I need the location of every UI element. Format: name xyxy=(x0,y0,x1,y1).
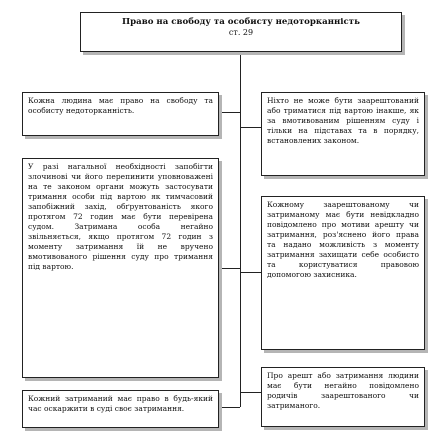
title-box xyxy=(80,12,402,52)
box-rights-of-detained xyxy=(261,196,425,350)
box-urgent-detention xyxy=(22,158,219,378)
box-arrest-by-court xyxy=(261,92,425,176)
box-rights-of-detained-text: Кожному заарештованому чи затриманому має бути невідкладно повідомлено про мотиви арешту чи затримання, роз'яснено його права та надано можливість з моменту затримання захищати себе особисто та користуватися правовою допомогою захисника. xyxy=(267,200,419,280)
box-notify-relatives-text: Про арешт або затримання людини має бути негайно повідомлено родичів заарештованого чи затриманого. xyxy=(267,371,419,411)
box-right-to-liberty xyxy=(22,92,219,136)
box-notify-relatives xyxy=(261,367,425,427)
connector-branch-right-3 xyxy=(240,392,261,393)
connector-branch-left-2 xyxy=(219,268,240,269)
connector-branch-left-3 xyxy=(219,407,240,408)
connector-branch-right-1 xyxy=(240,127,261,128)
connector-trunk xyxy=(240,52,241,407)
connector-branch-right-2 xyxy=(240,272,261,273)
box-arrest-by-court-text: Ніхто не може бути заарештований або триматися під вартою інакше, як за вмотивованим рішенням суду і тільки на підставах та в порядку, встановлених законом. xyxy=(267,96,419,146)
box-appeal-detention xyxy=(22,390,219,428)
title-article: ст. 29 xyxy=(228,28,254,38)
box-urgent-detention-text: У разі нагальної необхідності запобігти злочинові чи його перепинити уповноважені на те законом органи можуть застосувати тримання особи під вартою як тимчасовий запобіжний захід, обґрунтованість якого протягом 72 годин має бути перевірена судом. Затримана особа негайно звільняється, якщо протягом 72 годин з моменту затримання їй не вручено вмотивованого рішення суду про тримання під вартою. xyxy=(28,162,213,272)
title-heading: Право на свободу та особисту недоторканність xyxy=(122,17,360,27)
box-appeal-detention-text: Кожний затриманий має право в будь-який час оскаржити в суді своє затримання. xyxy=(28,394,213,414)
box-right-to-liberty-text: Кожна людина має право на свободу та особисту недоторканність. xyxy=(28,96,213,116)
connector-branch-left-1 xyxy=(219,112,240,113)
